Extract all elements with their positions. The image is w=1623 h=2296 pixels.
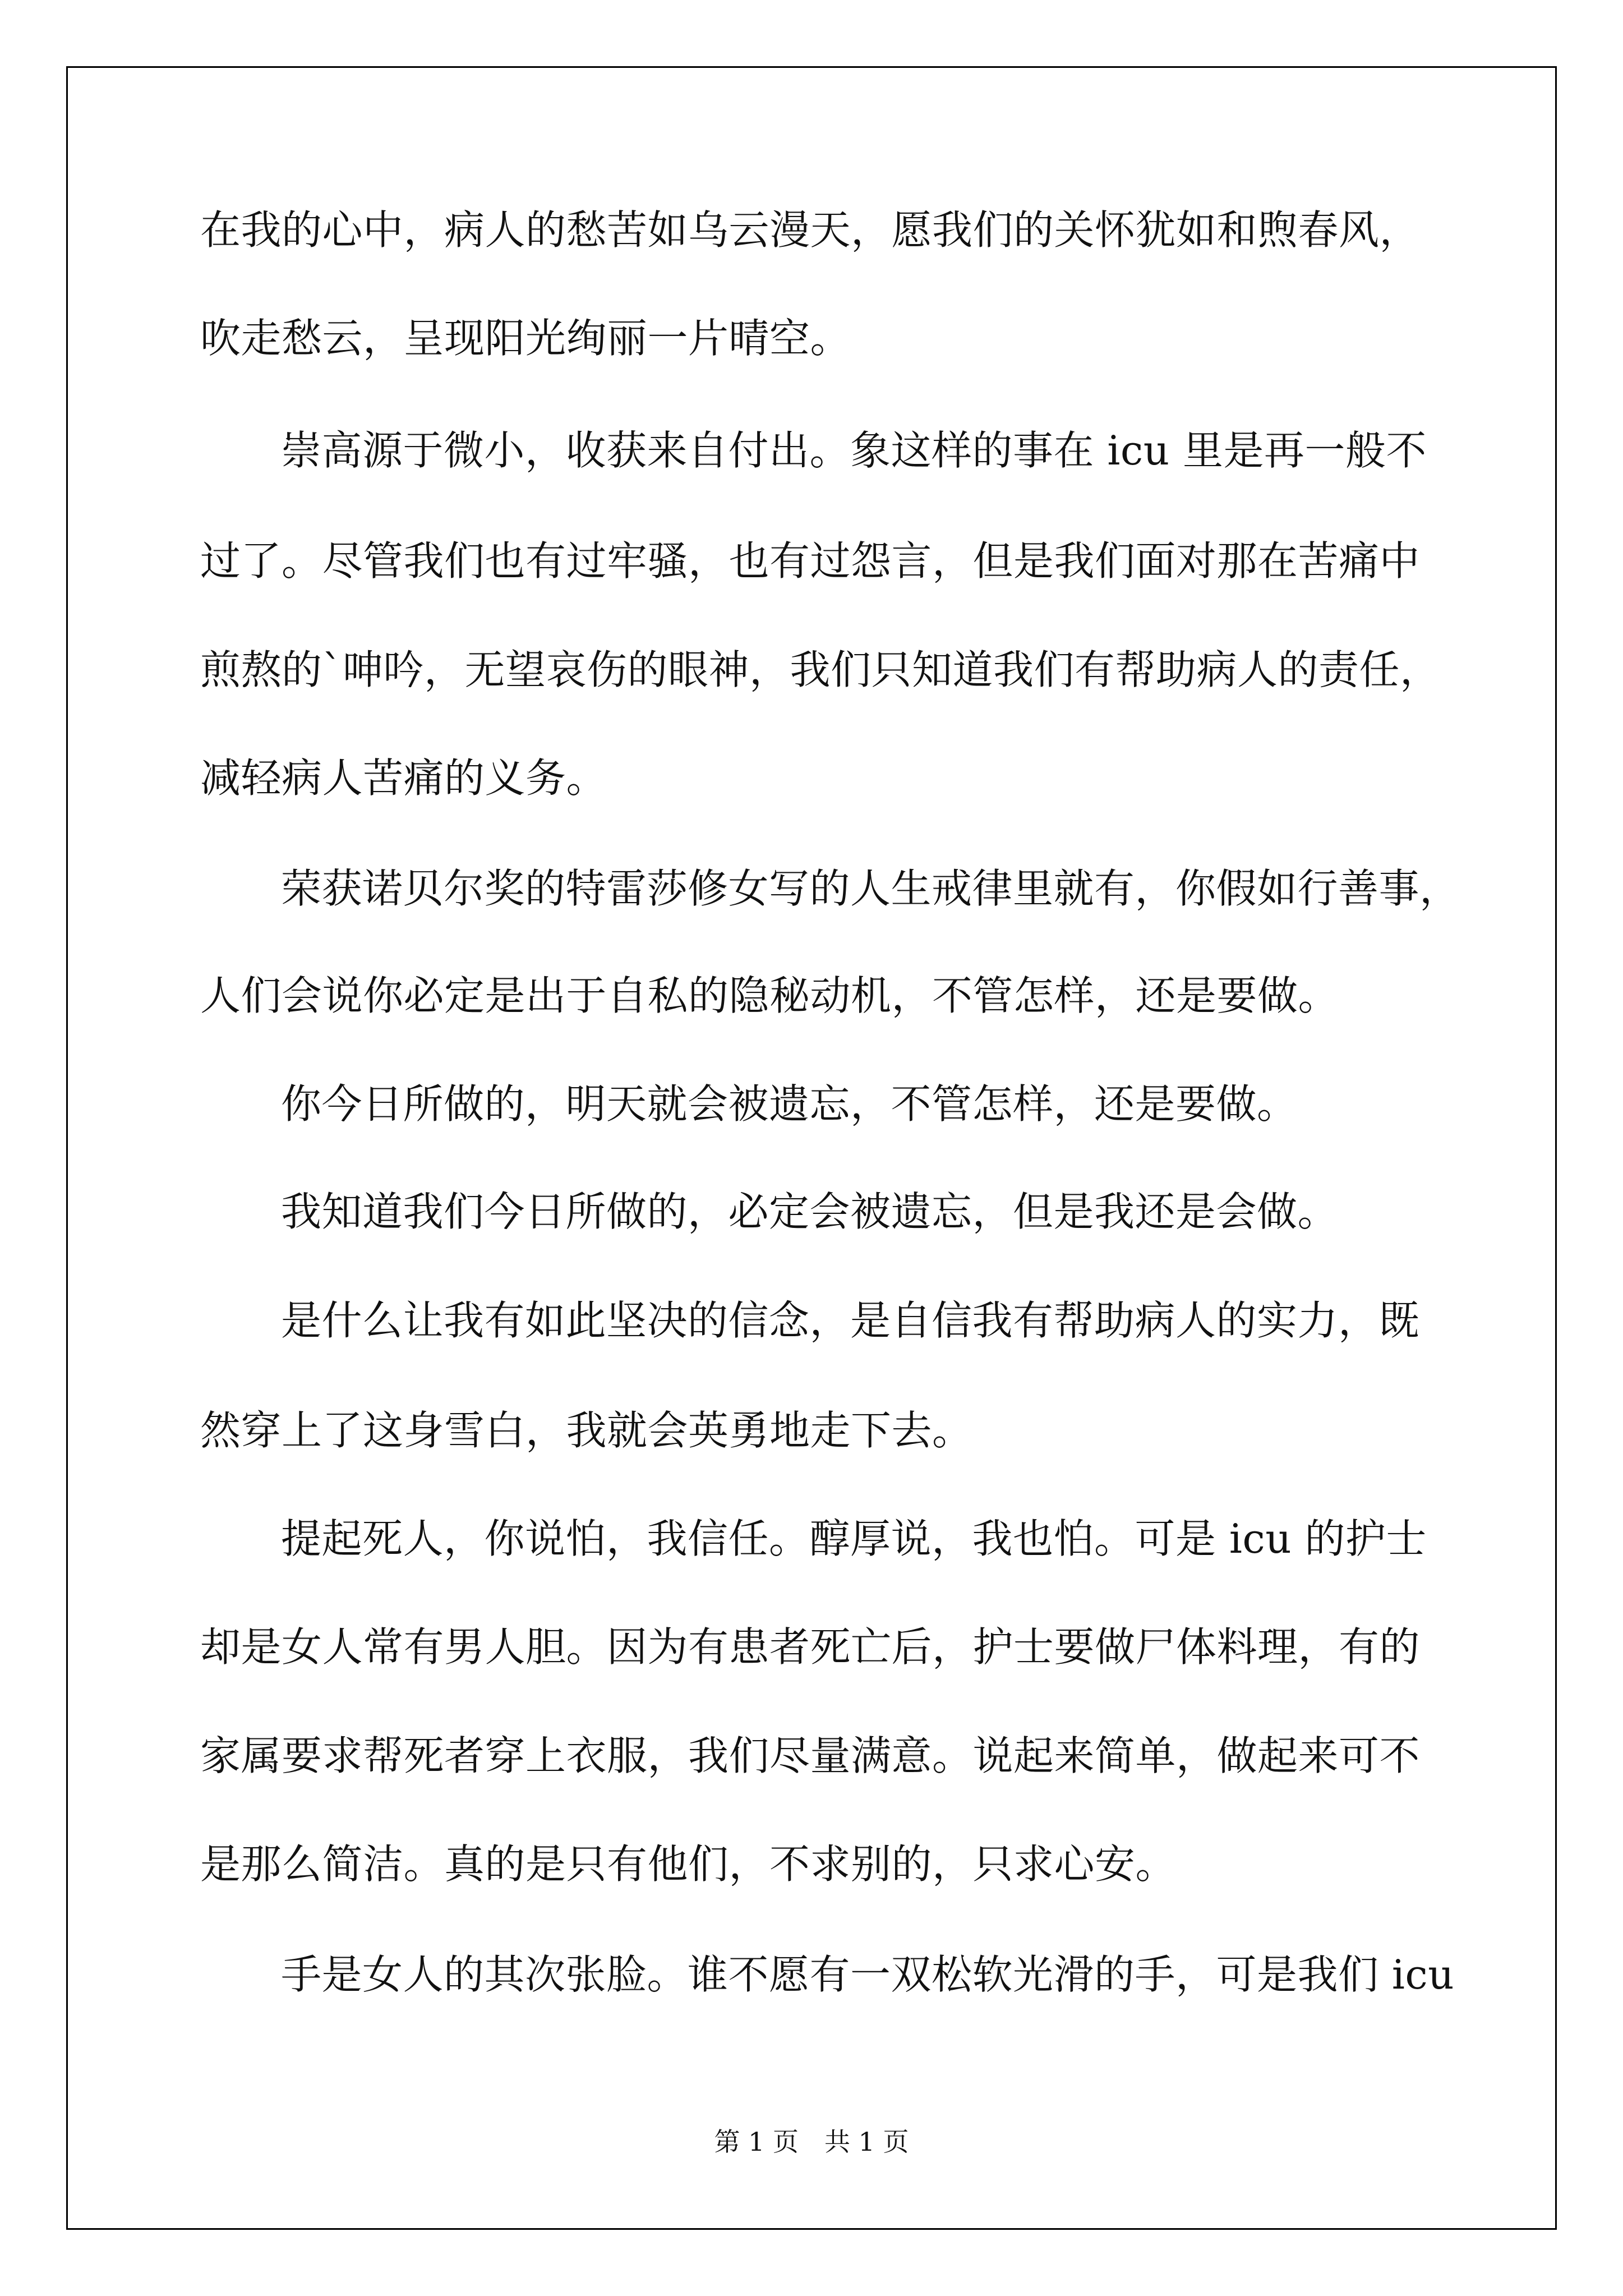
text-line: 提起死人，你说怕，我信任。醇厚说，我也怕。可是 icu 的护士 bbox=[281, 1515, 1427, 1562]
text-line: 过了。尽管我们也有过牢骚，也有过怨言，但是我们面对那在苦痛中 bbox=[200, 537, 1421, 585]
text-line: 我知道我们今日所做的，必定会被遗忘，但是我还是会做。 bbox=[281, 1188, 1339, 1235]
text-line: 家属要求帮死者穿上衣服，我们尽量满意。说起来简单，做起来可不 bbox=[200, 1732, 1421, 1779]
text-line: 煎熬的`呻吟，无望哀伤的眼神，我们只知道我们有帮助病人的责任， bbox=[200, 646, 1441, 693]
text-line: 然穿上了这身雪白，我就会英勇地走下去。 bbox=[200, 1407, 973, 1454]
text-line: 在我的心中，病人的愁苦如乌云漫天，愿我们的关怀犹如和煦春风， bbox=[200, 206, 1421, 254]
text-line: 你今日所做的，明天就会被遗忘，不管怎样，还是要做。 bbox=[281, 1080, 1298, 1128]
page-border bbox=[66, 66, 1557, 2230]
text-line: 手是女人的其次张脸。谁不愿有一双松软光滑的手，可是我们 icu bbox=[281, 1951, 1455, 1998]
text-line: 荣获诺贝尔奖的特雷莎修女写的人生戒律里就有，你假如行善事， bbox=[281, 865, 1460, 912]
text-line: 是什么让我有如此坚决的信念，是自信我有帮助病人的实力，既 bbox=[281, 1297, 1420, 1344]
text-line: 是那么简洁。真的是只有他们，不求别的，只求心安。 bbox=[200, 1841, 1177, 1888]
page-footer: 第 1 页 共 1 页 bbox=[714, 2127, 909, 2157]
text-line: 人们会说你必定是出于自私的隐秘动机，不管怎样，还是要做。 bbox=[200, 972, 1339, 1019]
text-line: 吹走愁云，呈现阳光绚丽一片晴空。 bbox=[200, 315, 851, 362]
text-line: 却是女人常有男人胆。因为有患者死亡后，护士要做尸体料理，有的 bbox=[200, 1623, 1421, 1671]
text-line: 崇高源于微小，收获来自付出。象这样的事在 icu 里是再一般不 bbox=[281, 427, 1427, 474]
text-line: 减轻病人苦痛的义务。 bbox=[200, 754, 607, 802]
